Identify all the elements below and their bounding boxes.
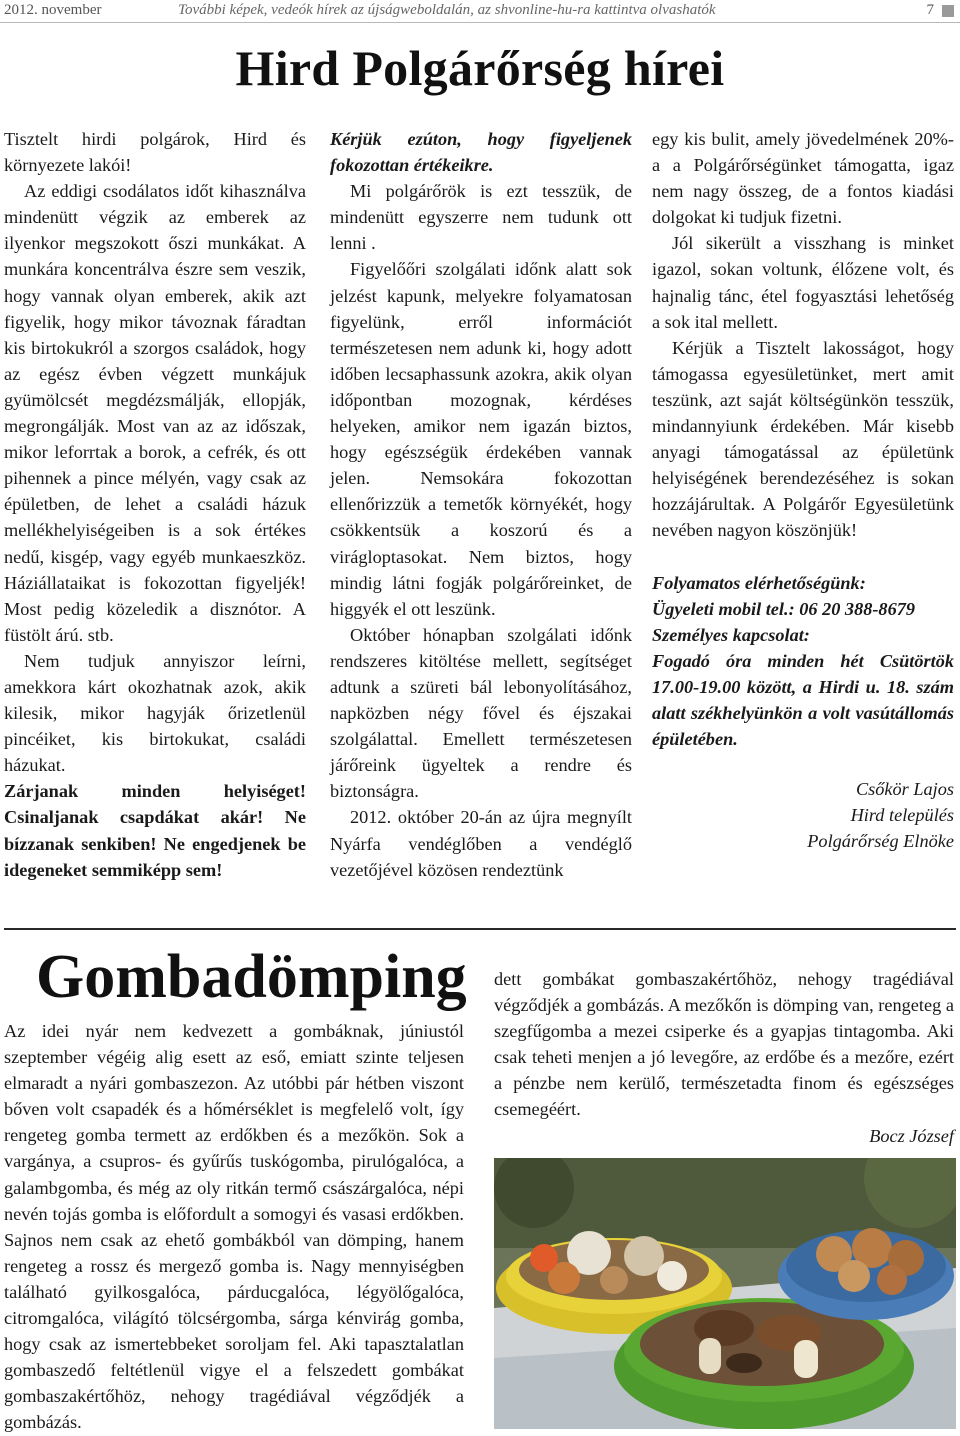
request-paragraph: Kérjük ezúton, hogy figyeljenek fokozottan értékeikre. (330, 129, 632, 176)
article2-column-2 (494, 966, 954, 1149)
body-paragraph: egy kis bulit, amely jövedelmének 20%-a a Polgárőrségünket támogatta, igaz nem nagy összeg, de a fontos kiadási dolgokat ki tudjuk fizetni. (652, 129, 954, 228)
author-name: Bocz József (869, 1125, 954, 1146)
mushroom-bowls-illustration (494, 1158, 956, 1429)
article-title-gombadomping: Gombadömping (36, 943, 467, 1011)
signature-place: Hird település (850, 805, 954, 826)
duty-phone: Ügyeleti mobil tel.: 06 20 388-8679 (652, 598, 915, 619)
signature-name: Csőkör Lajos (855, 779, 954, 800)
article1-column-2 (330, 126, 632, 883)
body-paragraph: Jól sikerült a visszhang is minket igazol, sokan voltunk, élőzene volt, és hajnalig tánc, étel fogyasztási lehetőség a sok ital mellett. (652, 233, 954, 332)
body-paragraph: Október hónapban szolgálati időnk rendszeres kitöltése mellett, segítséget adtunk a szüreti bál lebonyolításához, napközben négy fővel és éjszakai szolgálattal. Emellett természetesen járőreink ügyeltek a rendre és biztonságra. (330, 624, 632, 802)
personal-contact-heading: Személyes kapcsolat: (652, 624, 810, 645)
body-paragraph: Az eddigi csodálatos időt kihasználva mindenütt végzik az emberek az ilyenkor megszokott őszi munkákat. A munkára koncentrálva észre sem veszik, hogy vannak olyan emberek, akik azt figyelik, hogy mikor távoznak fáradtan kis birtokukról a szorgos családok, hogy az egész évben végzett munkájuk gyümölcsét megdézsmálják, ellopják, megrongálják. Most van az az időszak, mikor leforrtak a borok, a cefrék, és ott pihennek a pince mélyén, vagy csak az épületben, de lehet a családi házuk mellékhelyiségeiben is a sok értékes nedű, kisgép, vagy egyéb munkaeszköz. Háziállataikat is fokozottan figyeljék! Most pedig közeledik a disznótor. A füstölt árú. stb. (4, 181, 306, 645)
article1-column-3 (652, 126, 954, 854)
body-paragraph: dett gombákat gombaszakértőhöz, nehogy tragédiával végződjék a gombázás. A mezőkőn is dömping van, rengeteg a szegfűgomba a mezei csiperke és a gyapjas tintagomba. Aki csak teheti menjen a jó levegőre, az erdőbe és a mezőre, ezért a pénzbe nem kerülő, természetadta finom és egészséges csemegéért. (494, 969, 954, 1120)
mushroom-bowls-photo (494, 1158, 956, 1429)
contact-heading: Folyamatos elérhetőségünk: (652, 572, 866, 593)
article-title-polgarorseg: Hird Polgárőrség hírei (235, 40, 725, 96)
page-number: 7 (926, 2, 934, 18)
section-divider (4, 928, 956, 930)
header-strapline: További képek, vedeók hírek az újságweboldalán, az shvonline-hu-ra kattintva olvashatók (178, 2, 716, 18)
warning-paragraph: Zárjanak minden helyiséget! Csinaljanak csapdákat akár! Ne bízzanak senkiben! Ne engedjenek be idegeneket semmiképp sem! (4, 781, 306, 880)
body-paragraph: 2012. október 20-án az újra megnyílt Nyárfa vendéglőben a vendéglő vezetőjével közösen rendeztünk (330, 807, 632, 880)
greeting-paragraph: Tisztelt hirdi polgárok, Hird és környezete lakói! (4, 129, 306, 176)
signature-role: Polgárőrség Elnöke (807, 831, 954, 852)
issue-date: 2012. november (4, 2, 102, 18)
body-paragraph: Mi polgárőrök is ezt tesszük, de mindenütt egyszerre nem tudunk ott lenni . (330, 181, 632, 254)
article1-column-1 (4, 126, 306, 883)
page-marker-square (942, 5, 954, 17)
body-paragraph: Az idei nyár nem kedvezett a gombáknak, júniustól szeptember végéig alig esett az eső, emiatt szinte teljesen elmaradt a nyári gombaszezon. Az utóbbi pár hétben viszont bőven volt csapadék és a hőmérséklet is megfelelő volt, így rengeteg gomba termett az erdőkben és a mezőkön. Sok a vargánya, a csupros- és gyűrűs tuskógomba, pirulógalóca, a galambgomba, és még az oly ritkán termő császárgalóca, népi nevén tojás gomba is előfordult a somogyi és vasasi erdőkben. Sajnos nem csak az ehető gombákból van dömping, hanem rengeteg a rossz és mergező gomba is. Nagy mennyiségben található gyilkosgalóca, párducgalóca, légyölőgalóca, citromgalóca, világító tölcsérgomba, sárga kénvirág gomba, hogy csak az ismertebbeket soroljam fel. Aki tapasztalatlan gombaszedő feltétlenül vigye el a felszedett gombákat gombaszakértőhöz, nehogy tragédiával végződjék a gombázás. (4, 1021, 464, 1433)
office-hours: Fogadó óra minden hét Csütörtök 17.00-19.00 között, a Hirdi u. 18. szám alatt székhelyünkön a volt vasútállomás épületében. (652, 650, 954, 750)
article2-column-1 (4, 1018, 464, 1436)
body-paragraph: Kérjük a Tisztelt lakosságot, hogy támogassa egyesületünket, mert amit teszünk, azt saját költségünkön tesszük, mindannyiunk érdekében. Már kisebb anyagi támogatással az épületünk helyiségének berendezéséhez is sokan hozzájárultak. A Polgárőr Egyesületünk nevében nagyon köszönjük! (652, 337, 954, 541)
body-paragraph: Nem tudjuk annyiszor leírni, amekkora kárt okozhatnak azok, akik kilesik, mikor hagyják őrizetlenül pincéiket, kis birtokukat, családi házukat. (4, 650, 306, 776)
body-paragraph: Figyelőőri szolgálati időnk alatt sok jelzést kapunk, melyekre folyamatosan figyelünk, erről információt természetesen nem adunk ki, hogy adott időben lecsaphassunk azokra, akik olyan időpontban mozognak, kérdéses helyeken, amikor nem igazán biztos, hogy egészségük érdekében vannak jelen. Nemsokára fokozottan ellenőrizzük a temetők környékét, hogy csökkentsük a koszorú és a virágloptasokat. Nem biztos, hogy mindig látni fogják polgárőreinket, de higgyék el ott leszünk. (330, 259, 632, 619)
page-header (0, 0, 960, 23)
